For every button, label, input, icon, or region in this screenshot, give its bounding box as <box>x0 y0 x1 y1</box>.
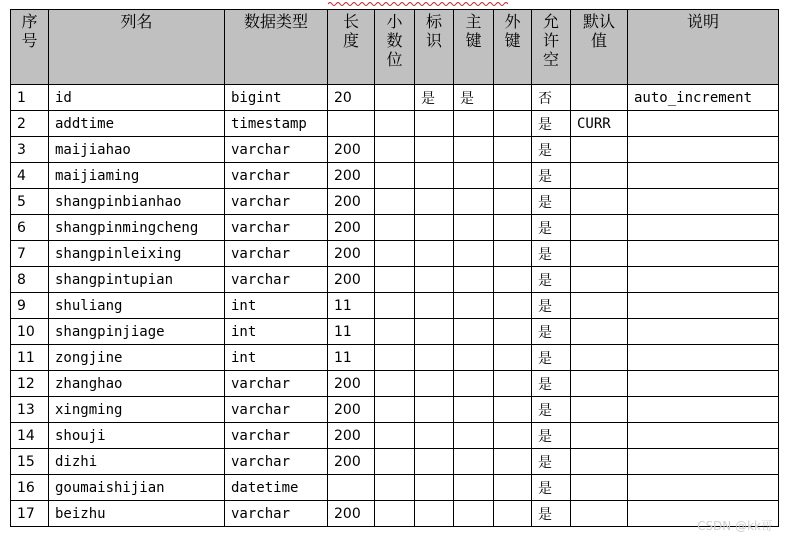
col-index-header <box>11 10 49 85</box>
cell-identity <box>415 163 454 189</box>
cell-nullable: 是 <box>532 345 571 371</box>
cell-foreign-key <box>494 397 532 423</box>
cell-default <box>571 397 628 423</box>
header-label: 标识 <box>425 12 442 50</box>
table-row <box>11 267 779 293</box>
cell-index: 12 <box>11 371 49 397</box>
cell-length: 11 <box>328 345 375 371</box>
cell-length: 200 <box>328 501 375 527</box>
cell-description <box>628 475 779 501</box>
cell-default <box>571 163 628 189</box>
cell-decimal <box>375 189 415 215</box>
cell-primary-key <box>454 423 494 449</box>
table-row <box>11 449 779 475</box>
cell-decimal <box>375 163 415 189</box>
header-label: 数据类型 <box>243 12 308 31</box>
cell-data-type: varchar <box>225 449 328 475</box>
cell-identity <box>415 241 454 267</box>
cell-index: 13 <box>11 397 49 423</box>
cell-decimal <box>375 371 415 397</box>
cell-identity <box>415 371 454 397</box>
cell-decimal <box>375 345 415 371</box>
cell-length: 200 <box>328 423 375 449</box>
table-row <box>11 241 779 267</box>
cell-decimal <box>375 111 415 137</box>
cell-length: 200 <box>328 449 375 475</box>
cell-primary-key <box>454 189 494 215</box>
cell-foreign-key <box>494 423 532 449</box>
cell-default: CURR <box>571 111 628 137</box>
header-label: 序号 <box>21 12 38 50</box>
cell-index: 3 <box>11 137 49 163</box>
cell-data-type: varchar <box>225 189 328 215</box>
cell-primary-key <box>454 475 494 501</box>
cell-data-type: varchar <box>225 241 328 267</box>
cell-column-name: shangpinbianhao <box>49 189 225 215</box>
cell-identity <box>415 475 454 501</box>
cell-nullable: 是 <box>532 371 571 397</box>
cell-description <box>628 163 779 189</box>
cell-primary-key <box>454 293 494 319</box>
cell-length <box>328 111 375 137</box>
cell-foreign-key <box>494 449 532 475</box>
cell-default <box>571 137 628 163</box>
cell-length: 200 <box>328 241 375 267</box>
cell-decimal <box>375 267 415 293</box>
cell-column-name: beizhu <box>49 501 225 527</box>
cell-description: auto_increment <box>628 85 779 111</box>
cell-description <box>628 189 779 215</box>
cell-nullable: 是 <box>532 449 571 475</box>
cell-default <box>571 449 628 475</box>
cell-nullable: 是 <box>532 137 571 163</box>
cell-identity <box>415 189 454 215</box>
cell-nullable: 是 <box>532 267 571 293</box>
cell-decimal <box>375 475 415 501</box>
cell-nullable: 是 <box>532 475 571 501</box>
cell-default <box>571 423 628 449</box>
col-default-header <box>571 10 628 85</box>
cell-default <box>571 267 628 293</box>
cell-data-type: varchar <box>225 163 328 189</box>
cell-data-type: bigint <box>225 85 328 111</box>
cell-data-type: varchar <box>225 137 328 163</box>
cell-description <box>628 449 779 475</box>
table-row <box>11 85 779 111</box>
cell-length: 200 <box>328 397 375 423</box>
cell-index: 15 <box>11 449 49 475</box>
table-row <box>11 475 779 501</box>
cell-primary-key <box>454 241 494 267</box>
cell-nullable: 否 <box>532 85 571 111</box>
cell-identity <box>415 319 454 345</box>
table-row <box>11 293 779 319</box>
header-label: 列名 <box>120 12 153 31</box>
header-label: 长度 <box>342 12 359 50</box>
table-row <box>11 215 779 241</box>
cell-foreign-key <box>494 475 532 501</box>
cell-primary-key <box>454 397 494 423</box>
cell-primary-key <box>454 215 494 241</box>
cell-column-name: id <box>49 85 225 111</box>
cell-primary-key <box>454 137 494 163</box>
cell-nullable: 是 <box>532 241 571 267</box>
cell-description <box>628 267 779 293</box>
col-description-header <box>628 10 779 85</box>
cell-decimal <box>375 241 415 267</box>
cell-column-name: shangpinjiage <box>49 319 225 345</box>
cell-index: 4 <box>11 163 49 189</box>
cell-nullable: 是 <box>532 423 571 449</box>
cell-default <box>571 241 628 267</box>
header-label: 默认值 <box>582 12 615 50</box>
cell-identity <box>415 111 454 137</box>
cell-length: 200 <box>328 267 375 293</box>
cell-primary-key <box>454 163 494 189</box>
cell-column-name: addtime <box>49 111 225 137</box>
cell-default <box>571 501 628 527</box>
cell-foreign-key <box>494 371 532 397</box>
cell-description <box>628 319 779 345</box>
cell-length: 20 <box>328 85 375 111</box>
cell-decimal <box>375 397 415 423</box>
cell-description <box>628 397 779 423</box>
cell-primary-key <box>454 449 494 475</box>
cell-default <box>571 371 628 397</box>
cell-column-name: goumaishijian <box>49 475 225 501</box>
cell-identity <box>415 501 454 527</box>
cell-default <box>571 475 628 501</box>
cell-nullable: 是 <box>532 319 571 345</box>
cell-length: 11 <box>328 293 375 319</box>
cell-foreign-key <box>494 293 532 319</box>
col-decimal-header <box>375 10 415 85</box>
cell-nullable: 是 <box>532 501 571 527</box>
table-row <box>11 345 779 371</box>
table-row <box>11 319 779 345</box>
cell-column-name: zhanghao <box>49 371 225 397</box>
cell-index: 1 <box>11 85 49 111</box>
cell-data-type: int <box>225 319 328 345</box>
cell-index: 16 <box>11 475 49 501</box>
cell-index: 2 <box>11 111 49 137</box>
cell-description <box>628 137 779 163</box>
cell-data-type: int <box>225 345 328 371</box>
cell-identity <box>415 345 454 371</box>
cell-column-name: dizhi <box>49 449 225 475</box>
cell-length: 200 <box>328 371 375 397</box>
cell-column-name: shangpinleixing <box>49 241 225 267</box>
header-label: 外键 <box>504 12 521 50</box>
cell-decimal <box>375 215 415 241</box>
col-primary-key-header <box>454 10 494 85</box>
cell-column-name: shouji <box>49 423 225 449</box>
header-label: 允许空 <box>542 12 559 69</box>
cell-description <box>628 241 779 267</box>
cell-description <box>628 215 779 241</box>
cell-description <box>628 111 779 137</box>
cell-index: 6 <box>11 215 49 241</box>
cell-foreign-key <box>494 111 532 137</box>
col-name-header <box>49 10 225 85</box>
cell-default <box>571 215 628 241</box>
cell-length: 200 <box>328 189 375 215</box>
cell-decimal <box>375 319 415 345</box>
cell-description <box>628 371 779 397</box>
table-row <box>11 189 779 215</box>
cell-decimal <box>375 137 415 163</box>
cell-decimal <box>375 423 415 449</box>
cell-foreign-key <box>494 501 532 527</box>
cell-data-type: timestamp <box>225 111 328 137</box>
cell-decimal <box>375 293 415 319</box>
cell-data-type: varchar <box>225 267 328 293</box>
cell-identity <box>415 423 454 449</box>
table-row <box>11 137 779 163</box>
cell-foreign-key <box>494 241 532 267</box>
cell-index: 5 <box>11 189 49 215</box>
cell-foreign-key <box>494 85 532 111</box>
cell-nullable: 是 <box>532 397 571 423</box>
cell-column-name: zongjine <box>49 345 225 371</box>
table-body <box>11 85 779 527</box>
cell-data-type: varchar <box>225 397 328 423</box>
cell-identity <box>415 293 454 319</box>
cell-index: 11 <box>11 345 49 371</box>
cell-primary-key <box>454 345 494 371</box>
col-identity-header <box>415 10 454 85</box>
cell-data-type: varchar <box>225 215 328 241</box>
cell-default <box>571 345 628 371</box>
table-row <box>11 397 779 423</box>
cell-column-name: maijiaming <box>49 163 225 189</box>
cell-foreign-key <box>494 163 532 189</box>
cell-data-type: datetime <box>225 475 328 501</box>
cell-index: 14 <box>11 423 49 449</box>
cell-decimal <box>375 501 415 527</box>
table-row <box>11 111 779 137</box>
header-row <box>11 10 779 85</box>
cell-index: 9 <box>11 293 49 319</box>
cell-length: 200 <box>328 163 375 189</box>
cell-foreign-key <box>494 319 532 345</box>
cell-identity <box>415 449 454 475</box>
cell-nullable: 是 <box>532 215 571 241</box>
schema-table <box>10 9 779 527</box>
table-row <box>11 501 779 527</box>
cell-nullable: 是 <box>532 111 571 137</box>
cell-default <box>571 319 628 345</box>
cell-foreign-key <box>494 215 532 241</box>
cell-primary-key <box>454 319 494 345</box>
cell-description <box>628 345 779 371</box>
cell-column-name: xingming <box>49 397 225 423</box>
watermark: CSDN @kk哥 <box>697 519 773 533</box>
col-foreign-key-header <box>494 10 532 85</box>
col-nullable-header <box>532 10 571 85</box>
cell-identity <box>415 137 454 163</box>
cell-nullable: 是 <box>532 189 571 215</box>
cell-description <box>628 293 779 319</box>
header-label: 小数位 <box>386 12 403 69</box>
cell-primary-key <box>454 501 494 527</box>
cell-default <box>571 189 628 215</box>
cell-identity: 是 <box>415 85 454 111</box>
col-length-header <box>328 10 375 85</box>
cell-decimal <box>375 85 415 111</box>
cell-column-name: maijiahao <box>49 137 225 163</box>
cell-data-type: varchar <box>225 371 328 397</box>
cell-data-type: varchar <box>225 501 328 527</box>
cell-column-name: shangpinmingcheng <box>49 215 225 241</box>
cell-length <box>328 475 375 501</box>
cell-identity <box>415 397 454 423</box>
cell-identity <box>415 215 454 241</box>
cell-foreign-key <box>494 267 532 293</box>
cell-primary-key: 是 <box>454 85 494 111</box>
cell-default <box>571 85 628 111</box>
table-row <box>11 163 779 189</box>
cell-nullable: 是 <box>532 293 571 319</box>
cell-index: 8 <box>11 267 49 293</box>
cell-length: 200 <box>328 215 375 241</box>
col-type-header <box>225 10 328 85</box>
cell-length: 200 <box>328 137 375 163</box>
cell-nullable: 是 <box>532 163 571 189</box>
spellcheck-squiggle <box>328 0 508 6</box>
cell-foreign-key <box>494 189 532 215</box>
cell-data-type: varchar <box>225 423 328 449</box>
header-label: 主键 <box>465 12 482 50</box>
cell-length: 11 <box>328 319 375 345</box>
table-row <box>11 423 779 449</box>
cell-foreign-key <box>494 345 532 371</box>
cell-identity <box>415 267 454 293</box>
cell-decimal <box>375 449 415 475</box>
cell-index: 17 <box>11 501 49 527</box>
cell-foreign-key <box>494 137 532 163</box>
cell-primary-key <box>454 267 494 293</box>
table-row <box>11 371 779 397</box>
cell-index: 10 <box>11 319 49 345</box>
cell-primary-key <box>454 111 494 137</box>
cell-data-type: int <box>225 293 328 319</box>
cell-description <box>628 423 779 449</box>
cell-column-name: shuliang <box>49 293 225 319</box>
cell-primary-key <box>454 371 494 397</box>
cell-default <box>571 293 628 319</box>
header-label: 说明 <box>686 12 719 31</box>
cell-index: 7 <box>11 241 49 267</box>
cell-column-name: shangpintupian <box>49 267 225 293</box>
